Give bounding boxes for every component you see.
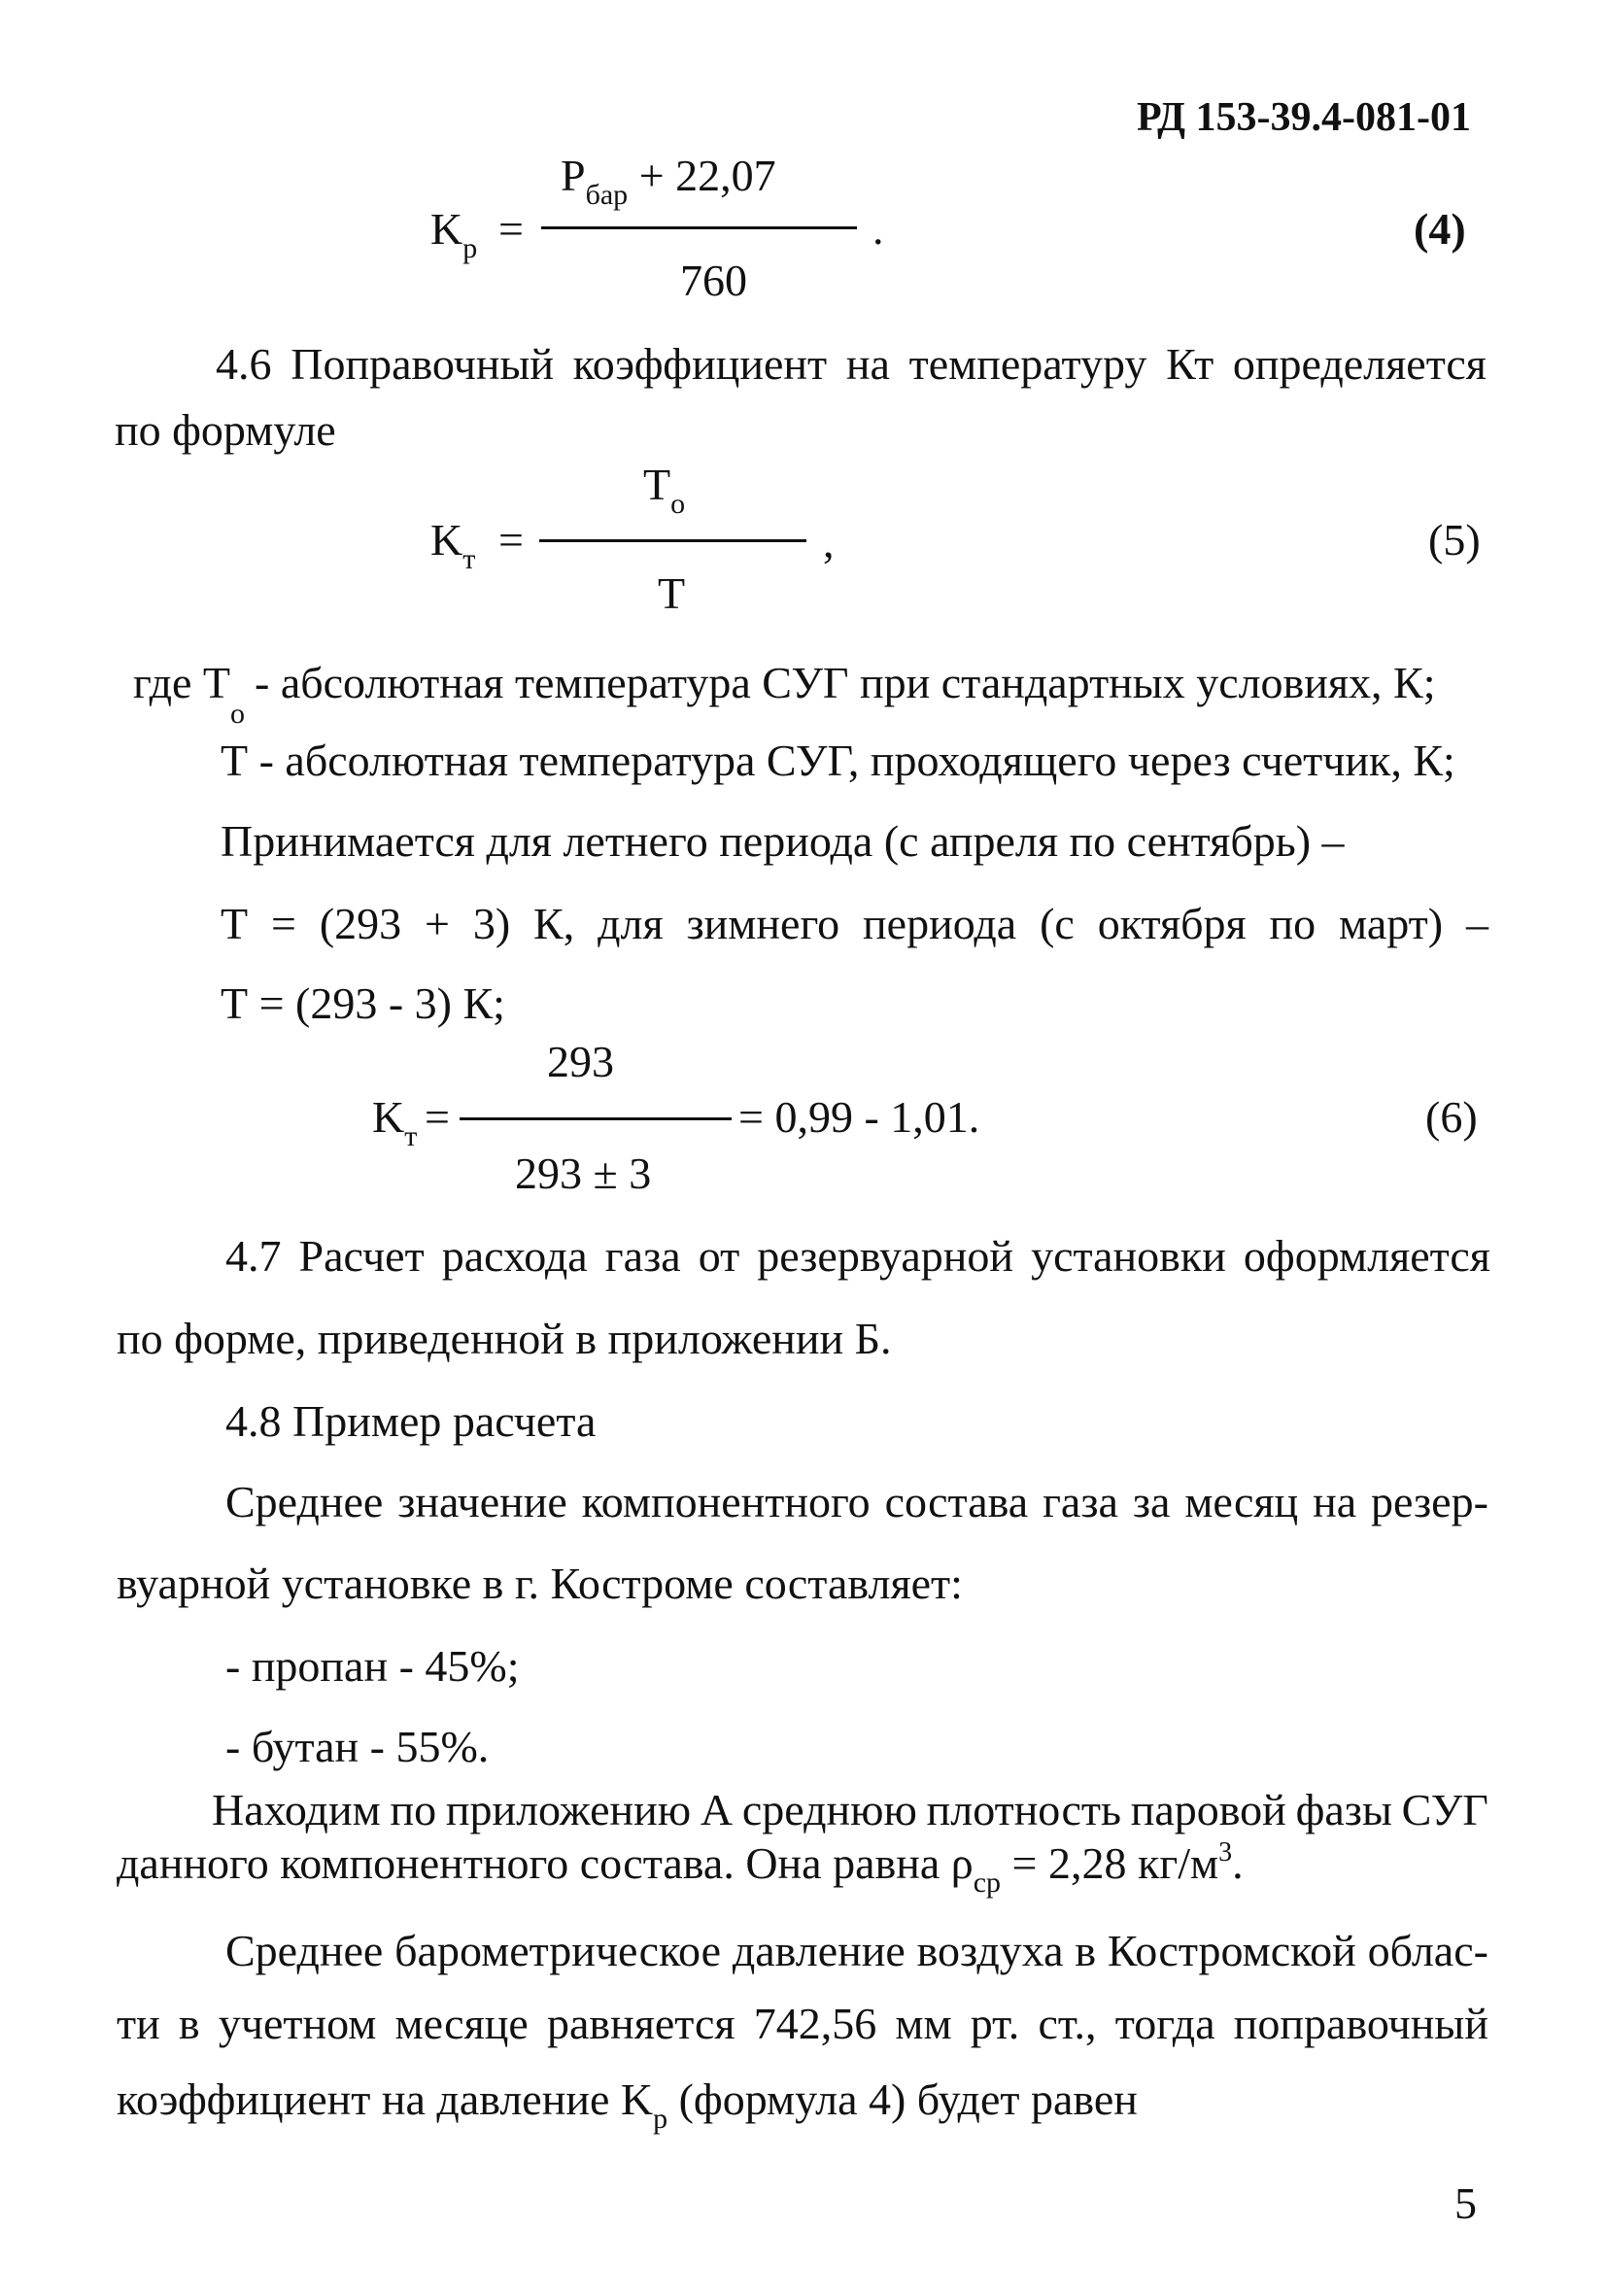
formula-6-lhs: $K_т$ — [372, 1092, 418, 1152]
formula-4-denominator: 760 — [680, 256, 747, 305]
formula-4-eq: = — [498, 204, 524, 254]
para-4-8-line-3: Находим по приложению А среднюю плотность паровой фазы СУГ — [212, 1785, 1488, 1834]
para-4-8-line-1: Среднее значение компонентного состава газа за месяц на резер- — [225, 1477, 1488, 1526]
page-number: 5 — [1454, 2178, 1477, 2228]
para-4-8-heading: 4.8 Пример расчета — [225, 1396, 597, 1446]
para-4-8-line-6: ти в учетном месяце равняется 742,56 мм рт. ст., тогда поправочный — [117, 1999, 1488, 2048]
formula-5-numerator: $T_о$ — [643, 460, 686, 520]
formula-6-fraction-bar — [460, 1117, 732, 1120]
para-4-8-line-5: Среднее барометрическое давление воздуха в Костромской облас- — [225, 1926, 1488, 1975]
formula-5-fraction-bar — [539, 539, 806, 542]
where-line-5: Т = (293 - 3) К; — [221, 978, 505, 1028]
where-line-4: Т = (293 + 3) К, для зимнего периода (с октября по март) – — [221, 899, 1488, 948]
formula-5-number: (5) — [1428, 515, 1481, 565]
formula-6-eq: = — [425, 1092, 450, 1142]
formula-6-rhs: = 0,99 - 1,01. — [738, 1092, 980, 1142]
para-4-8-line-7: коэффициент на давление $K_р$ (формула 4) будет равен — [117, 2074, 1138, 2135]
formula-5-lhs: $K_т$ — [430, 515, 476, 575]
formula-4-fraction-bar — [541, 226, 857, 229]
para-4-7-line-1: 4.7 Расчет расхода газа от резервуарной установки оформляется — [225, 1231, 1490, 1281]
formula-5-denominator: T — [658, 568, 686, 618]
where-line-1: где $Т_о-$ абсолютная температура СУГ при стандартных условиях, К; — [133, 658, 1436, 730]
formula-6-number: (6) — [1425, 1092, 1478, 1142]
formula-4-numerator: $P_{бар} + 22,07$ — [561, 151, 776, 211]
list-item-butane: - бутан - 55%. — [225, 1722, 490, 1771]
list-item-propane: - пропан - 45%; — [225, 1641, 520, 1691]
formula-5-trail: , — [823, 517, 835, 566]
where-line-3: Принимается для летнего периода (с апреля по сентябрь) – — [221, 816, 1345, 866]
formula-4-lhs: $K_р$ — [430, 204, 478, 264]
formula-4-number: (4) — [1414, 204, 1466, 254]
para-4-7-line-2: по форме, приведенной в приложении Б. — [117, 1314, 892, 1363]
formula-5-eq: = — [498, 515, 524, 565]
para-4-6-line-1: 4.6 Поправочный коэффициент на температуру Кт определяется — [216, 339, 1487, 389]
formula-4-trail: . — [872, 204, 884, 254]
formula-6-numerator: 293 — [547, 1037, 614, 1086]
formula-6-denominator: 293 ± 3 — [515, 1148, 652, 1198]
para-4-8-line-4: данного компонентного состава. Она равна $\rho_{ср} = 2,28$ $кг/м^3$. — [117, 1837, 1244, 1899]
document-code: РД 153-39.4-081-01 — [1137, 95, 1472, 140]
where-line-2: Т - абсолютная температура СУГ, проходящего через счетчик, К; — [221, 736, 1455, 785]
para-4-6-line-2: по формуле — [115, 405, 336, 455]
para-4-8-line-2: вуарной установке в г. Костроме составляет: — [117, 1559, 963, 1608]
